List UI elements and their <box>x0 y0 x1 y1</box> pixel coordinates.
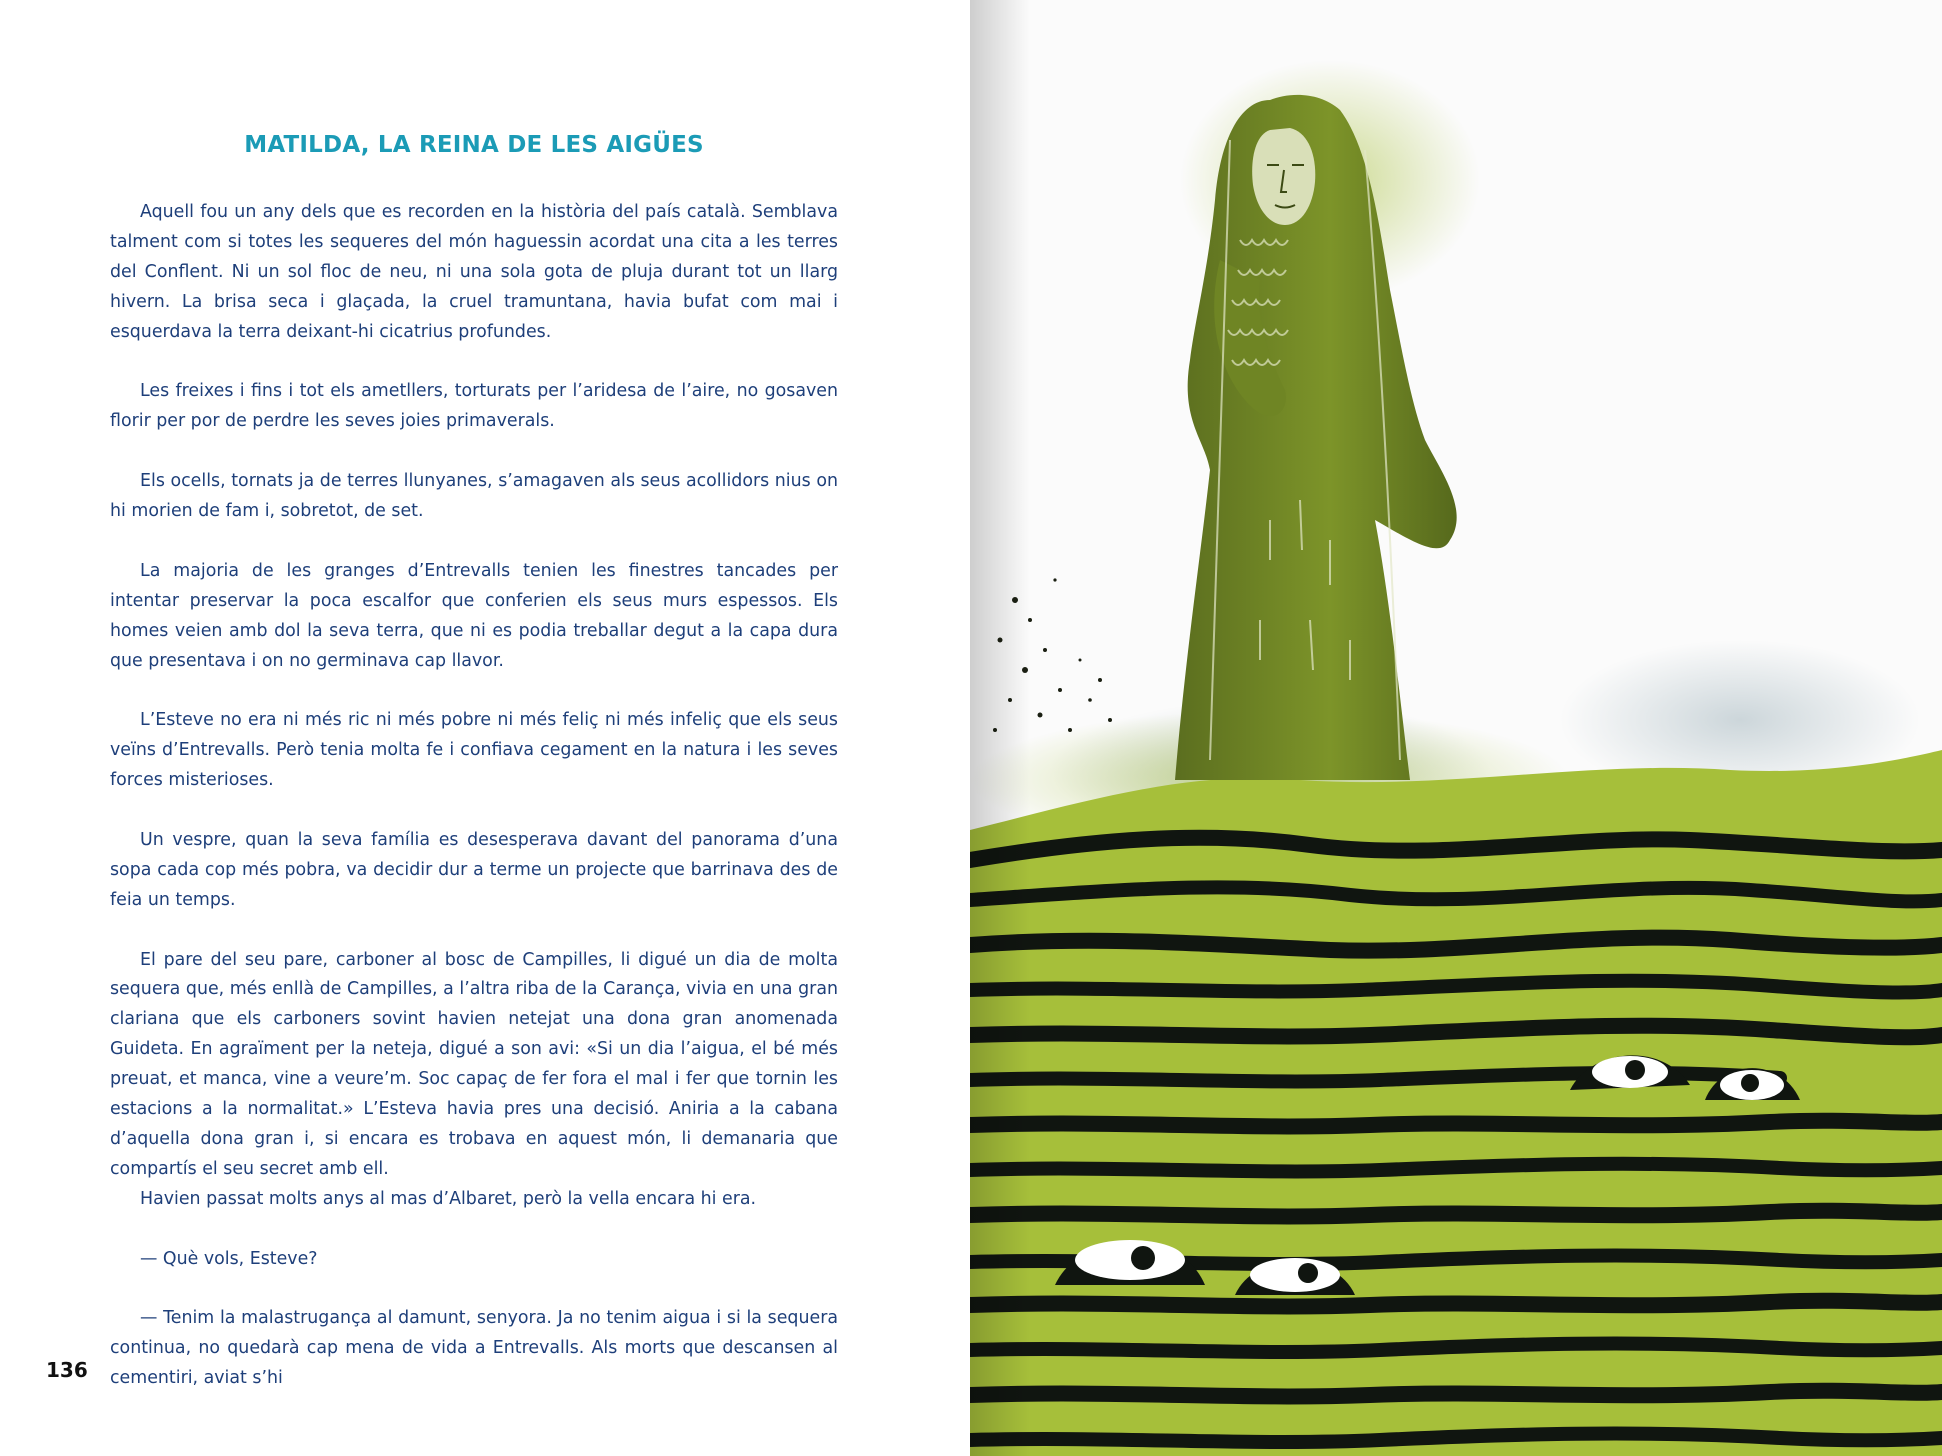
left-page <box>0 0 970 1456</box>
paragraph: L’Esteve no era ni més ric ni més pobre ni més feliç ni més infeliç que els seus veïns d’Entrevalls. Però tenia molta fe i confiava cegament en la natura i les seves forces misterioses. <box>110 710 838 791</box>
paragraph: Havien passat molts anys al mas d’Albaret, però la vella encara hi era. <box>140 1188 757 1209</box>
dialogue-line: — Què vols, Esteve? <box>140 1248 318 1269</box>
illustration <box>970 0 1942 1456</box>
paragraph: La majoria de les granges d’Entrevalls tenien les finestres tancades per intentar preservar la poca escalfor que conferien els seus murs espessos. Els homes veien amb dol la seva terra, que ni es podia treballar degut a la capa dura que presentava i on no germinava cap llavor. <box>110 560 838 671</box>
story-body <box>110 198 838 1424</box>
paragraph: El pare del seu pare, carboner al bosc de Campilles, li digué un dia de molta sequera que, més enllà de Campilles, a l’altra riba de la Carança, vivia en una gran clariana que els carboners sovint havien netejat una dona gran anomenada Guideta. En agraïment per la neteja, digué a son avi: «Si un dia l’aigua, el bé més preuat, et manca, vine a veure’m. Soc capaç de fer fora el mal i fer que tornin les estacions a la normalitat.» L’Esteva havia pres una decisió. Aniria a la cabana d’aquella dona gran i, si encara es trobava en aquest món, li demanaria que compartís el seu secret amb ell. <box>110 949 838 1179</box>
paragraph: Aquell fou un any dels que es recorden en la història del país català. Semblava talment com si totes les sequeres del món haguessin acordat una cita a les terres del Conflent. Ni un sol floc de neu, ni una sola gota de pluja durant tot un llarg hivern. La brisa seca i glaçada, la cruel tramuntana, havia bufat com mai i esquerdava la terra deixant-hi cicatrius profundes. <box>110 202 838 342</box>
story-title: MATILDA, LA REINA DE LES AIGÜES <box>244 132 704 158</box>
paragraph: Els ocells, tornats ja de terres llunyanes, s’amagaven als seus acollidors nius on hi morien de fam i, sobretot, de set. <box>110 471 838 522</box>
paragraph: Un vespre, quan la seva família es desesperava davant del panorama d’una sopa cada cop més pobra, va decidir dur a terme un projecte que barrinava des de feia un temps. <box>110 829 838 910</box>
page-gutter-shadow <box>970 0 1030 1456</box>
paragraph: Les freixes i fins i tot els ametllers, torturats per l’aridesa de l’aire, no gosaven florir per por de perdre les seves joies primaverals. <box>110 381 838 432</box>
right-page <box>970 0 1942 1456</box>
page-number: 136 <box>46 1358 88 1382</box>
dialogue-line: — Tenim la malastrugança al damunt, senyora. Ja no tenim aigua i si la sequera continua, no quedarà cap mena de vida a Entrevalls. Als morts que descansen al cementiri, aviat s’hi <box>110 1308 838 1389</box>
